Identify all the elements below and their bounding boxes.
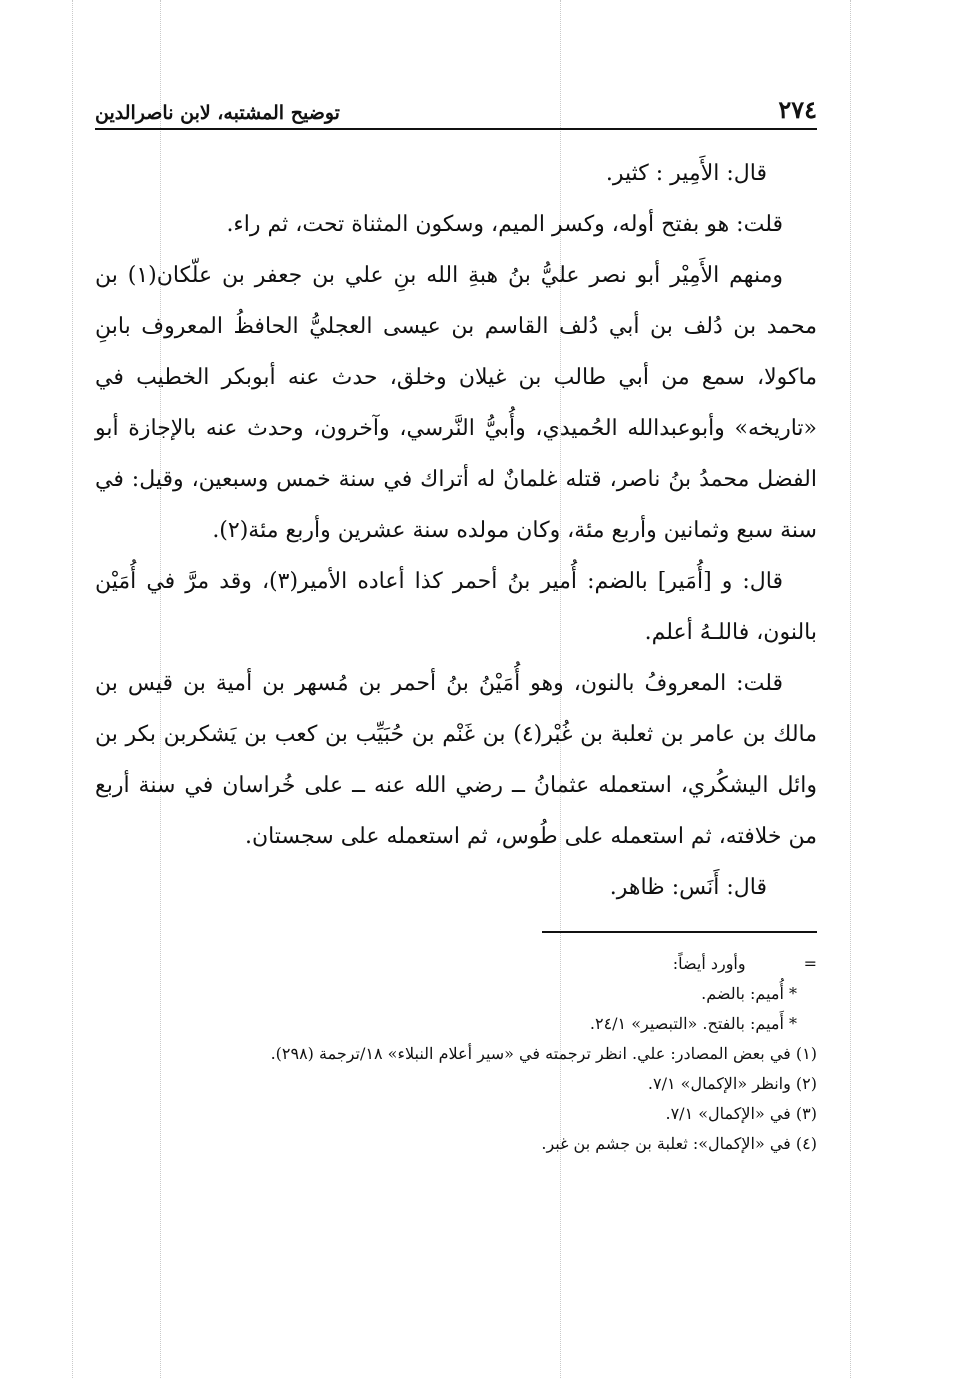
footnotes [95,949,817,1159]
paragraph: قال: الأَمِير : كثير. [605,161,767,186]
footnote-1: (١) في بعض المصادر: علي. انظر ترجمته في «سير أعلام النبلاء» ١٨/ترجمة (٢٩٨). [270,1044,817,1063]
page-header [95,88,817,130]
paragraph: قلت: هو بفتح أوله، وكسر الميم، وسكون المثناة تحت، ثم راء. [226,212,783,237]
continued-marker: = [803,954,817,973]
main-text [95,148,817,913]
footnote-bullet: * أُميم: بالضم. [701,984,797,1003]
paragraph: قلت: المعروفُ بالنون، وهو أُمَيْنُ بنُ أحمر بن مُسهر بن أمية بن قيس بن مالك بن عامر بن ثعلبة بن غُبْر(٤) بن غَنْم بن حُبَيِّب بن كعب بن يَشكربن بكر بن وائل اليشكُري، استعمله عثمانُ ــ رضي الله عنه ــ على خُراسان في سنة أربع من خلافته، ثم استعمله على طُوس، ثم استعمله على سجستان. [95,671,818,849]
scan-guide-line [850,0,851,1378]
footnote-4: (٤) في «الإكمال»: ثعلبة بن جشم بن غبر. [541,1134,817,1153]
book-page [95,88,817,1288]
footnote-bullet: * أَميم: بالفتح. «التبصير» ٢٤/١. [589,1014,797,1033]
paragraph: قال: أَنَس: ظاهر. [609,875,767,900]
footnote-3: (٣) في «الإكمال» ٧/١. [665,1104,817,1123]
footnote-continued [95,949,817,979]
footnote-2: (٢) وانظر «الإكمال» ٧/١. [647,1074,817,1093]
running-title: توضيح المشتبه، لابن ناصرالدين [95,102,340,124]
scan-guide-line [72,0,73,1378]
page-number: ٢٧٤ [778,95,817,124]
paragraph: قال: و [أُمَير] بالضم: أُمير بنُ أحمر كذا أعاده الأمير(٣)، وقد مرَّ في أُمَيْن بالنون، فاللـهُ أعلم. [95,569,817,645]
continued-text: وأورد أيضاً: [672,954,746,973]
paragraph: ومنهم الأَمِيْر أبو نصر عليُّ بنُ هبةِ الله بنِ علي بن جعفر بن علّكان(١) بن محمد بن دُلف بن أبي دُلف القاسم بن عيسى العجليُّ الحافظُ المعروف بابنِ ماكولا، سمع من أبي طالب بن غيلان وخلق، حدث عنه أبوبكر الخطيب في «تاريخه» وأبوعبدالله الحُميدي، وأُبيُّ النَّرسي، وآخرون، وحدث عنه بالإجازة أبو الفضل محمدُ بنُ ناصر، قتله غلمانٌ له أتراك في سنة خمس وسبعين، وقيل: في سنة سبع وثمانين وأربع مئة، وكان مولده سنة عشرين وأربع مئة(٢). [95,263,817,543]
footnote-separator [542,931,817,933]
